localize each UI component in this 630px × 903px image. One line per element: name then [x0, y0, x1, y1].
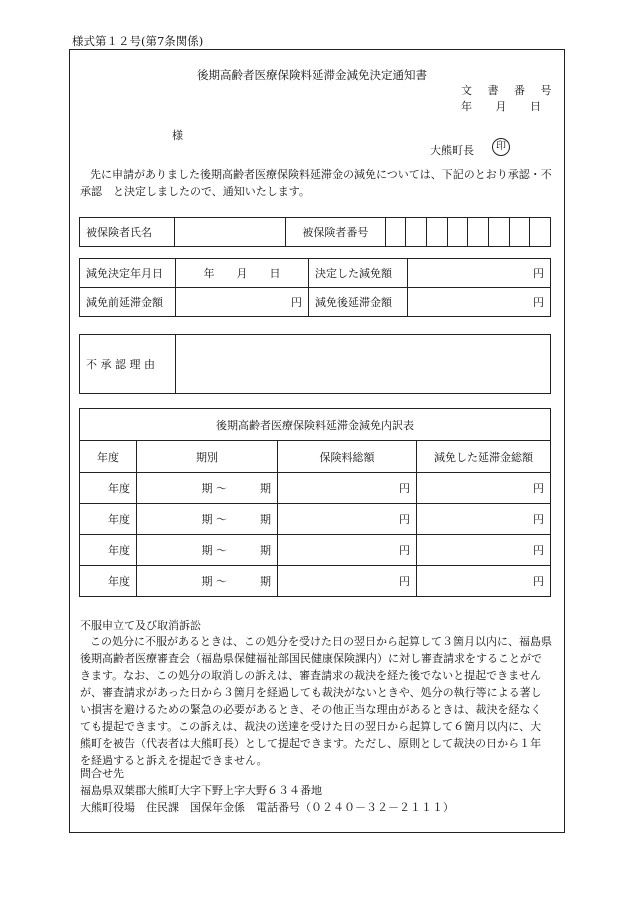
- insured-number-digit[interactable]: [406, 218, 427, 247]
- period-cell[interactable]: 期 〜 期: [137, 566, 278, 597]
- decided-amount-field[interactable]: 円: [408, 259, 551, 288]
- table-row: [80, 535, 551, 566]
- column-header: 年度: [80, 441, 137, 473]
- column-header: 減免した延滞金総額: [417, 441, 551, 473]
- year-cell[interactable]: 年度: [80, 504, 137, 535]
- breakdown-title: 後期高齢者医療保険料延滞金減免内訳表: [80, 409, 551, 441]
- after-amount-label: 減免後延滞金額: [309, 288, 408, 317]
- insured-number-digit[interactable]: [530, 218, 551, 247]
- form-number: 様式第１２号(第7条関係): [72, 34, 204, 48]
- document-number-label: 文 書 番 号: [461, 84, 553, 97]
- column-header: 保険料総額: [278, 441, 417, 473]
- reduction-cell[interactable]: 円: [417, 535, 551, 566]
- decision-table: [79, 258, 551, 317]
- column-header: 期別: [137, 441, 278, 473]
- insured-table: [79, 217, 551, 247]
- table-row: [80, 473, 551, 504]
- insured-name-label: 被保険者氏名: [80, 218, 175, 247]
- before-amount-label: 減免前延滞金額: [80, 288, 176, 317]
- insured-number-digit[interactable]: [385, 218, 406, 247]
- decision-date-field[interactable]: 年 月 日: [176, 259, 309, 288]
- issuer-name: 大熊町長: [430, 144, 474, 157]
- before-amount-field[interactable]: 円: [176, 288, 309, 317]
- table-row: [80, 566, 551, 597]
- reduction-cell[interactable]: 円: [417, 473, 551, 504]
- contact-title: 問合せ先: [80, 767, 124, 780]
- addressee-suffix: 様: [172, 129, 183, 142]
- table-row: [80, 504, 551, 535]
- reduction-cell[interactable]: 円: [417, 504, 551, 535]
- year-cell[interactable]: 年度: [80, 473, 137, 504]
- insured-number-digit[interactable]: [447, 218, 468, 247]
- appeal-title: 不服申立て及び取消訴訟: [80, 619, 201, 632]
- insured-name-field[interactable]: [174, 218, 285, 247]
- period-cell[interactable]: 期 〜 期: [137, 504, 278, 535]
- rejection-reason-label: 不 承 認 理 由: [80, 335, 176, 394]
- after-amount-field[interactable]: 円: [408, 288, 551, 317]
- seal-mark: 印: [492, 138, 510, 156]
- contact-office: 大熊町役場 住民課 国保年金係 電話番号（０２４０－３２－２１１１）: [80, 801, 454, 814]
- premium-cell[interactable]: 円: [278, 473, 417, 504]
- period-cell[interactable]: 期 〜 期: [137, 535, 278, 566]
- insured-number-digit[interactable]: [427, 218, 448, 247]
- breakdown-table: [79, 408, 551, 597]
- decision-date-label: 減免決定年月日: [80, 259, 176, 288]
- decided-amount-label: 決定した減免額: [309, 259, 408, 288]
- document-date-label: 年 月 日: [461, 100, 542, 113]
- year-cell[interactable]: 年度: [80, 535, 137, 566]
- insured-number-digit[interactable]: [489, 218, 510, 247]
- insured-number-digit[interactable]: [509, 218, 530, 247]
- reduction-cell[interactable]: 円: [417, 566, 551, 597]
- insured-number-digit[interactable]: [468, 218, 489, 247]
- rejection-table: [79, 334, 551, 394]
- premium-cell[interactable]: 円: [278, 566, 417, 597]
- premium-cell[interactable]: 円: [278, 535, 417, 566]
- rejection-reason-field[interactable]: [176, 335, 551, 394]
- appeal-body: この処分に不服があるときは、この処分を受けた日の翌日から起算して３箇月以内に、福島県後期高齢者医療審査会（福島県保健福祉部国民健康保険課内）に対し審査請求をすることができます。なお、この処分の取消しの訴えは、審査請求の裁決を経た後でないと提起できませんが、審査請求があった日から３箇月を経過しても裁決がないときや、処分の執行等による著しい損害を避けるための緊急の必要があるとき、その他正当な理由があるときは、裁決を経なくても提起できます。この訴えは、裁決の送達を受けた日の翌日から起算して６箇月以内に、大熊町を被告（代表者は大熊町長）として提起できます。ただし、原則として裁決の日から１年を経過すると訴えを提起できません。: [80, 635, 552, 767]
- intro-paragraph: 先に申請がありました後期高齢者医療保険料延滞金の減免については、下記のとおり承認・不承認 と決定しましたので、通知いたします。: [80, 168, 552, 198]
- contact-address: 福島県双葉郡大熊町大字下野上字大野６３４番地: [80, 784, 322, 797]
- insured-number-label: 被保険者番号: [286, 218, 386, 247]
- year-cell[interactable]: 年度: [80, 566, 137, 597]
- premium-cell[interactable]: 円: [278, 504, 417, 535]
- period-cell[interactable]: 期 〜 期: [137, 473, 278, 504]
- document-title: 後期高齢者医療保険料延滞金減免決定通知書: [197, 68, 427, 82]
